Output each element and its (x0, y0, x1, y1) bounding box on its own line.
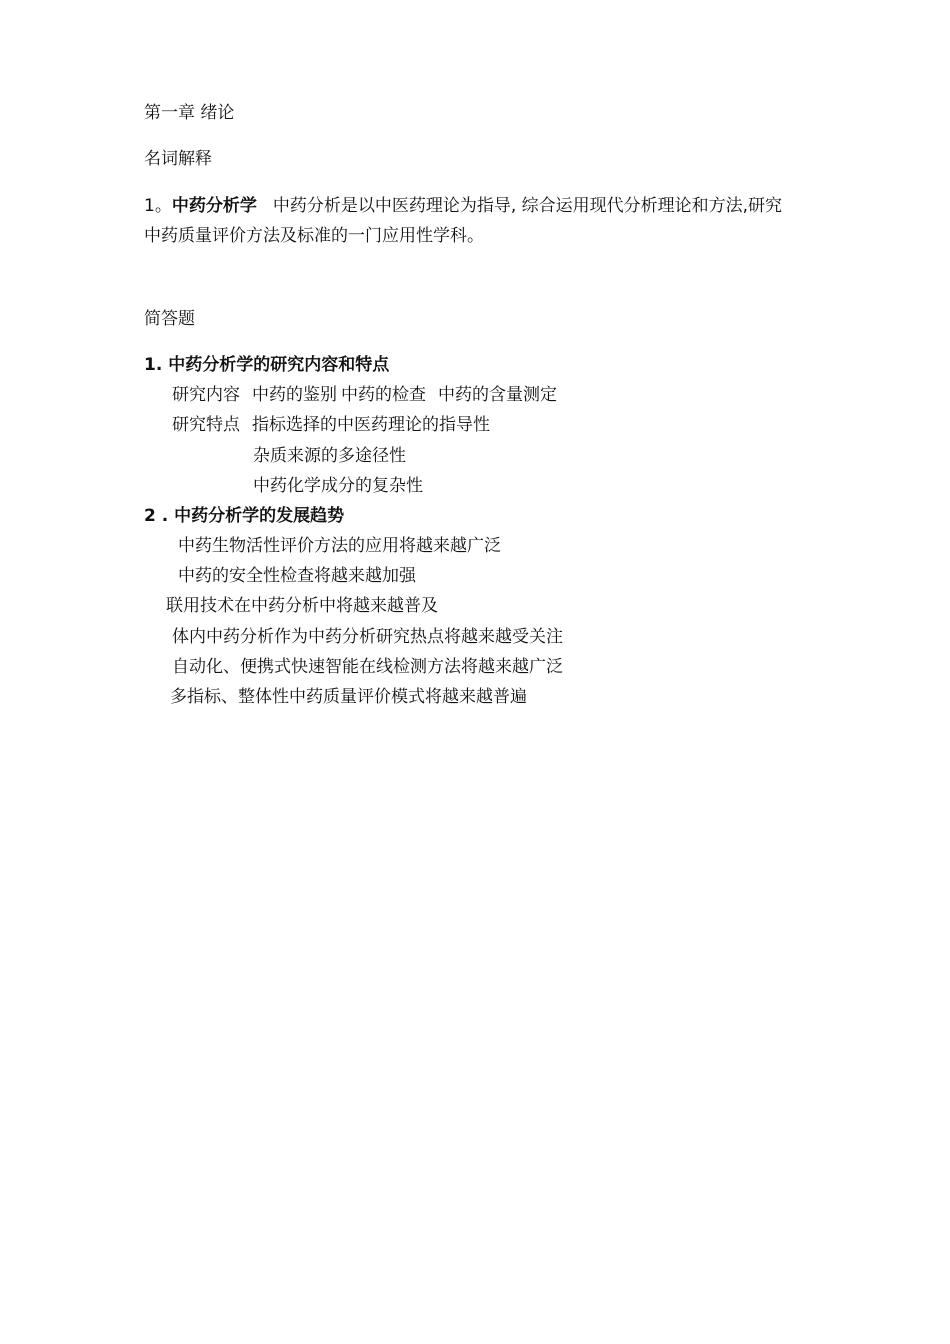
question-1-title: 1. 中药分析学的研究内容和特点 (144, 355, 390, 375)
content-item-1: 中药的鉴别 (252, 385, 337, 405)
glossary-definition-line2: 中药质量评价方法及标准的一门应用性学科。 (144, 226, 484, 246)
glossary-item-number: 1。 (144, 196, 172, 216)
research-content-label: 研究内容 (172, 385, 240, 405)
content-item-3: 中药的含量测定 (438, 385, 557, 405)
trend-item-3: 联用技术在中药分析中将越来越普及 (166, 596, 438, 616)
trend-item-1: 中药生物活性评价方法的应用将越来越广泛 (178, 536, 501, 556)
research-content-row (172, 384, 557, 406)
glossary-heading: 名词解释 (144, 149, 212, 169)
research-features-label: 研究特点 (172, 415, 240, 435)
trend-item-6: 多指标、整体性中药质量评价模式将越来越普遍 (170, 687, 527, 707)
trend-item-2: 中药的安全性检查将越来越加强 (178, 566, 416, 586)
glossary-term: 中药分析学 (171, 196, 257, 216)
trend-item-4: 体内中药分析作为中药分析研究热点将越来越受关注 (172, 627, 563, 647)
content-item-2: 中药的检查 (341, 385, 426, 405)
feature-item-1: 指标选择的中医药理论的指导性 (252, 415, 490, 435)
research-features-row (172, 414, 490, 436)
glossary-item-1-line1 (144, 195, 782, 217)
glossary-definition-line1: 中药分析是以中医药理论为指导, 综合运用现代分析理论和方法,研究 (272, 196, 783, 216)
question-2-title: 2 . 中药分析学的发展趋势 (144, 506, 345, 526)
trend-item-5: 自动化、便携式快速智能在线检测方法将越来越广泛 (172, 657, 563, 677)
chapter-title: 第一章 绪论 (144, 103, 235, 123)
short-answer-heading: 简答题 (144, 309, 195, 329)
feature-item-2: 杂质来源的多途径性 (253, 446, 406, 466)
feature-item-3: 中药化学成分的复杂性 (253, 476, 423, 496)
